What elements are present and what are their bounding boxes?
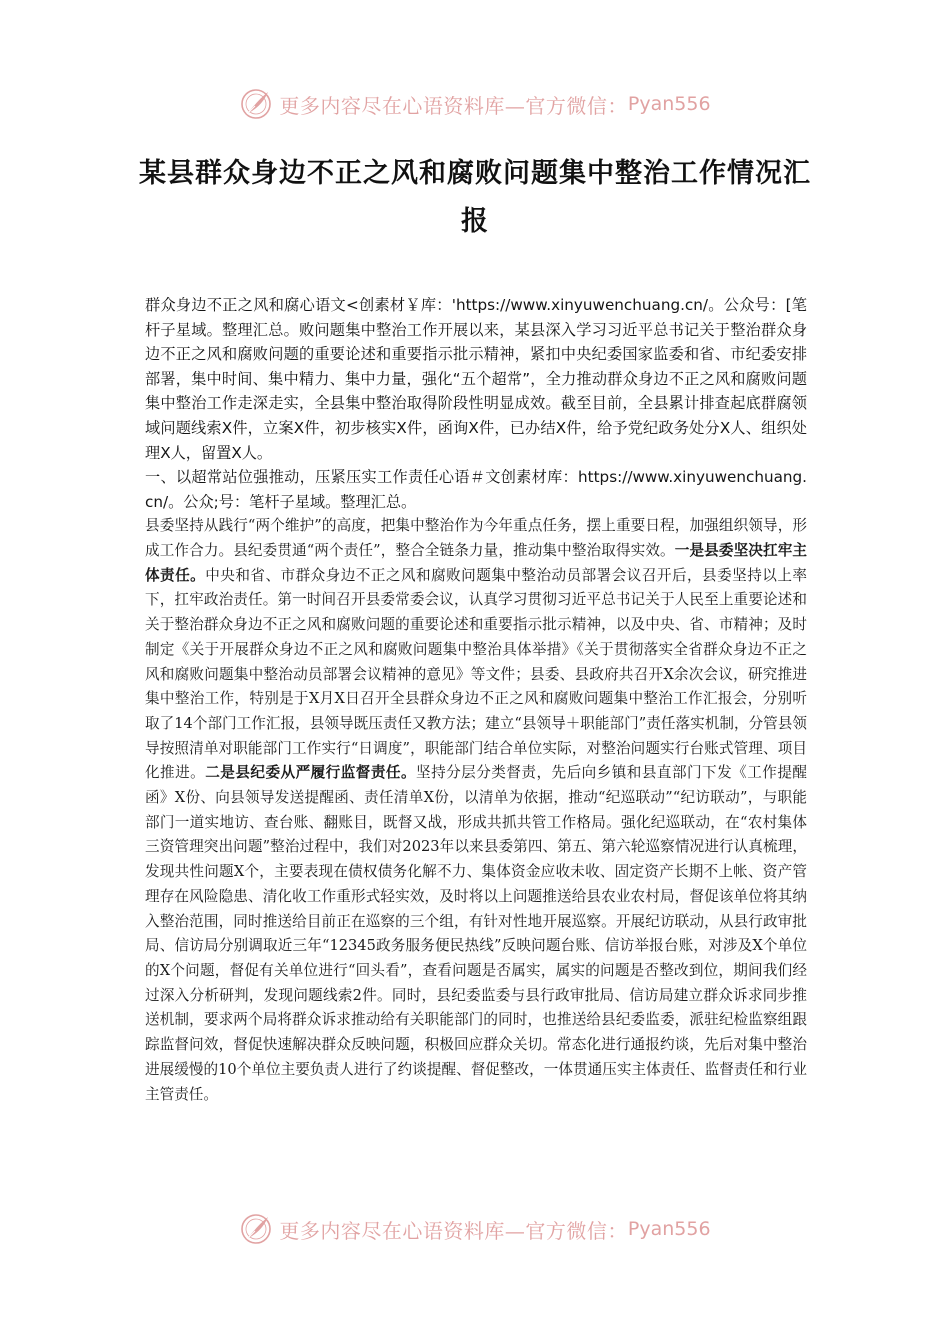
section-heading-1: 一、以超常站位强推动，压紧压实工作责任心语＃文创素材库：https://www.xinyuwenchuang.cn/。公众;号：笔杆子星域。整理汇总。: [145, 468, 807, 511]
bold-point-1: 一是县委坚决扛牢主体责任。: [145, 542, 807, 584]
footer-watermark-banner: [0, 1209, 950, 1249]
banner-wechat-id: Pyan556: [627, 1218, 711, 1240]
header-watermark-banner: [0, 84, 950, 124]
intro-paragraph: 群众身边不正之风和腐心语文<创素材￥库：'https://www.xinyuwenchuang.cn/。公众号：[笔杆子星域。整理汇总。败问题集中整治工作开展以来，某县深入学习习近平总书记关于整治群众身边不正之风和腐败问题的重要论述和重要指示批示精神，紧扣中央纪委国家监委和省、市纪委安排部署，集中时间、集中精力、集中力量，强化“五个超常”，全力推动群众身边不正之风和腐败问题集中整治工作走深走实，全县集中整治取得阶段性明显成效。截至目前，全县累计排查起底群腐领域问题线索X件，立案X件，初步核实X件，函询X件，已办结X件，给予党纪政务处分X人、组织处理X人，留置X人。: [145, 296, 807, 462]
banner-wechat-id: Pyan556: [627, 93, 711, 115]
bold-point-2: 二是县纪委从严履行监督责任。: [205, 764, 417, 782]
feather-pen-logo-icon: [239, 1212, 273, 1246]
feather-pen-logo-icon: [239, 87, 273, 121]
banner-text: 更多内容尽在心语资料库—官方微信：: [279, 1218, 628, 1243]
paragraph-segment: 中央和省、市群众身边不正之风和腐败问题集中整治动员部署会议召开后，县委坚持以上率下，扛牢政治责任。第一时间召开县委常委会议，认真学习贯彻习近平总书记关于人民至上重要论述和关于整治群众身边不正之风和腐败问题的重要论述和重要指示批示精神，以及中央、省、市精神；及时制定《关于开展群众身边不正之风和腐败问题集中整治具体举措》《关于贯彻落实全省群众身边不正之风和腐败问题集中整治动员部署会议精神的意见》等文件；县委、县政府共召开X余次会议，研究推进集中整治工作，特别是于X月X日召开全县群众身边不正之风和腐败问题集中整治工作汇报会，分别听取了14个部门工作汇报，县领导既压责任又教方法；建立“县领导＋职能部门”责任落实机制，分管县领导按照清单对职能部门工作实行“日调度”，职能部门结合单位实际，对整治问题实行台账式管理、项目化推进。: [145, 566, 807, 782]
document-body: [145, 293, 807, 1107]
section-1-paragraph: [145, 514, 807, 1107]
paragraph-segment: 县委坚持从践行“两个维护”的高度，把集中整治作为今年重点任务，摆上重要日程，加强组织领导，形成工作合力。县纪委贯通“两个责任”，整合全链条力量，推动集中整治取得实效。: [145, 517, 807, 560]
page-title: 某县群众身边不正之风和腐败问题集中整治工作情况汇报: [139, 158, 811, 237]
banner-text: 更多内容尽在心语资料库—官方微信：: [279, 93, 628, 118]
paragraph-segment: 坚持分层分类督责，先后向乡镇和县直部门下发《工作提醒函》X份、向县领导发送提醒函、责任清单X份，以清单为依据，推动“纪巡联动”“纪访联动”，与职能部门一道实地访、查台账、翻账目，既督又战，形成共抓共管工作格局。强化纪巡联动，在“农村集体三资管理突出问题”整治过程中，我们对2023年以来县委第四、第五、第六轮巡察情况进行认真梳理，发现共性问题X个，主要表现在债权债务化解不力、集体资金应收未收、固定资产长期不上帐、资产管理存在风险隐患、清化收工作重形式轻实效，及时将以上问题推送给县农业农村局，督促该单位将其纳入整治范围，同时推送给目前正在巡察的三个组，有针对性地开展巡察。开展纪访联动，从县行政审批局、信访局分别调取近三年“12345政务服务便民热线”反映问题台账、信访举报台账，对涉及X个单位的X个问题，督促有关单位进行“回头看”，查看问题是否属实，属实的问题是否整改到位，期间我们经过深入分析研判，发现问题线索2件。同时，县纪委监委与县行政审批局、信访局建立群众诉求同步推送机制，要求两个局将群众诉求推动给有关职能部门的同时，也推送给县纪委监委，派驻纪检监察组跟踪监督问效，督促快速解决群众反映问题，积极回应群众关切。常态化进行通报约谈，先后对集中整治进展缓慢的10个单位主要负责人进行了约谈提醒、督促整改，一体贯通压实主体责任、监督责任和行业主管责任。: [145, 764, 807, 1103]
